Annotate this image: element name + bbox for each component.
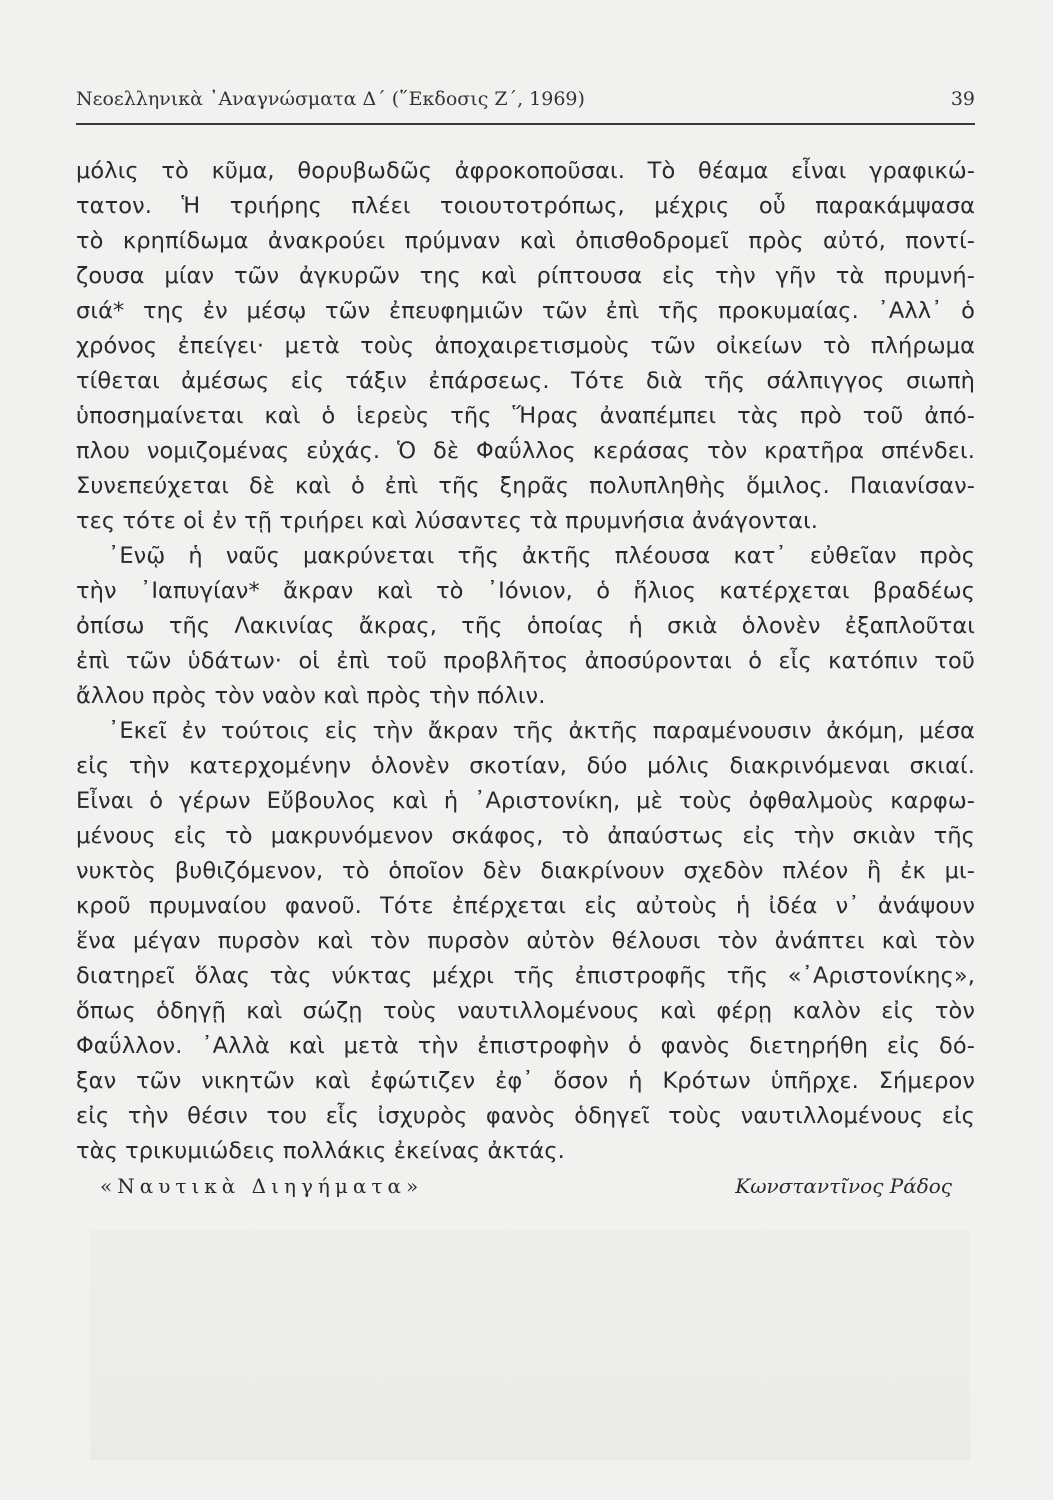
text-line: Φαΰλλον. ᾿Αλλὰ καὶ μετὰ τὴν ἐπιστροφὴν ὁ φανὸς διετηρήθη εἰς δό- [76, 1033, 975, 1059]
text-line: διατηρεῖ ὅλας τὰς νύκτας μέχρι τῆς ἐπιστροφῆς τῆς «᾿Αριστονίκης», [76, 963, 975, 989]
text-line: τὸ κρηπίδωμα ἀνακρούει πρύμναν καὶ ὀπισθοδρομεῖ πρὸς αὐτό, ποντί- [76, 228, 975, 254]
text-line: μόλις τὸ κῦμα, θορυβωδῶς ἀφροκοποῦσαι. Τὸ θέαμα εἶναι γραφικώ- [76, 158, 975, 184]
text-line: Συνεπεύχεται δὲ καὶ ὁ ἐπὶ τῆς ξηρᾶς πολυπληθὴς ὅμιλος. Παιανίσαν- [76, 473, 975, 499]
text-line: Εἶναι ὁ γέρων Εὔβουλος καὶ ἡ ᾿Αριστονίκη, μὲ τοὺς ὀφθαλμοὺς καρφω- [76, 788, 975, 814]
header-rule [76, 123, 975, 125]
text-line: ὑποσημαίνεται καὶ ὁ ἱερεὺς τῆς Ἥρας ἀναπέμπει τὰς πρὸ τοῦ ἀπό- [76, 403, 975, 429]
text-line: ἐπὶ τῶν ὑδάτων· οἱ ἐπὶ τοῦ προβλῆτος ἀποσύρονται ὁ εἷς κατόπιν τοῦ [76, 648, 975, 674]
body-text [76, 154, 975, 1169]
text-line: νυκτὸς βυθιζόμενον, τὸ ὁποῖον δὲν διακρίνουν σχεδὸν πλέον ἢ ἐκ μι- [76, 858, 975, 884]
text-line: κροῦ πρυμναίου φανοῦ. Τότε ἐπέρχεται εἰς αὐτοὺς ἡ ἰδέα ν᾿ ἀνάψουν [76, 893, 975, 919]
text-line: ξαν τῶν νικητῶν καὶ ἐφώτιζεν ἐφ᾿ ὅσον ἡ Κρότων ὑπῆρχε. Σήμερον [76, 1068, 975, 1094]
text-line: εἰς τὴν κατερχομένην ὁλονὲν σκοτίαν, δύο μόλις διακρινόμεναι σκιαί. [76, 753, 975, 779]
text-line: ζουσα μίαν τῶν ἀγκυρῶν της καὶ ρίπτουσα εἰς τὴν γῆν τὰ πρυμνή- [76, 263, 975, 289]
text-line: εἰς τὴν θέσιν του εἷς ἰσχυρὸς φανὸς ὁδηγεῖ τοὺς ναυτιλλομένους εἰς [76, 1103, 975, 1129]
text-line: ᾿Εκεῖ ἐν τούτοις εἰς τὴν ἄκραν τῆς ἀκτῆς παραμένουσιν ἀκόμη, μέσα [108, 718, 975, 744]
text-line: ἄλλου πρὸς τὸν ναὸν καὶ πρὸς τὴν πόλιν. [76, 683, 546, 709]
text-line: ᾿Ενῷ ἡ ναῦς μακρύνεται τῆς ἀκτῆς πλέουσα κατ᾿ εὐθεῖαν πρὸς [108, 543, 975, 569]
text-line: τατον. Ἡ τριήρης πλέει τοιουτοτρόπως, μέχρις οὗ παρακάμψασα [76, 193, 975, 219]
text-line: τίθεται ἀμέσως εἰς τάξιν ἐπάρσεως. Τότε διὰ τῆς σάλπιγγος σιωπὴ [76, 368, 975, 394]
text-line: τὰς τρικυμιώδεις πολλάκις ἐκείνας ἀκτάς. [76, 1138, 565, 1164]
author-name: Κωνσταντῖνος Ράδος [735, 1174, 952, 1198]
text-line: πλου νομιζομένας εὐχάς. Ὁ δὲ Φαΰλλος κεράσας τὸν κρατῆρα σπένδει. [76, 438, 975, 464]
text-line: τὴν ᾿Ιαπυγίαν* ἄκραν καὶ τὸ ᾿Ιόνιον, ὁ ἥλιος κατέρχεται βραδέως [76, 578, 975, 604]
page-number: 39 [950, 88, 975, 110]
text-line: ἕνα μέγαν πυρσὸν καὶ τὸν πυρσὸν αὐτὸν θέλουσι τὸν ἀνάπτει καὶ τὸν [76, 928, 975, 954]
text-line: τες τότε οἱ ἐν τῇ τριήρει καὶ λύσαντες τὰ πρυμνήσια ἀνάγονται. [76, 508, 819, 534]
text-line: σιά* της ἐν μέσῳ τῶν ἐπευφημιῶν τῶν ἐπὶ τῆς προκυμαίας. ᾿Αλλ᾿ ὁ [76, 298, 975, 324]
running-header [76, 84, 975, 114]
page-bleed-through [90, 1230, 970, 1460]
text-line: μένους εἰς τὸ μακρυνόμενον σκάφος, τὸ ἀπαύστως εἰς τὴν σκιὰν τῆς [76, 823, 975, 849]
source-title: «Ναυτικὰ Διηγήματα» [100, 1174, 424, 1198]
text-line: ὅπως ὁδηγῇ καὶ σώζῃ τοὺς ναυτιλλομένους καὶ φέρῃ καλὸν εἰς τὸν [76, 998, 975, 1024]
book-title: Νεοελληνικὰ ᾿Αναγνώσματα Δ΄ (῞Εκδοσις Ζ΄, 1969) [76, 88, 585, 110]
attribution [100, 1174, 952, 1210]
text-line: ὀπίσω τῆς Λακινίας ἄκρας, τῆς ὁποίας ἡ σκιὰ ὁλονὲν ἐξαπλοῦται [76, 613, 975, 639]
text-line: χρόνος ἐπείγει· μετὰ τοὺς ἀποχαιρετισμοὺς τῶν οἰκείων τὸ πλήρωμα [76, 333, 975, 359]
